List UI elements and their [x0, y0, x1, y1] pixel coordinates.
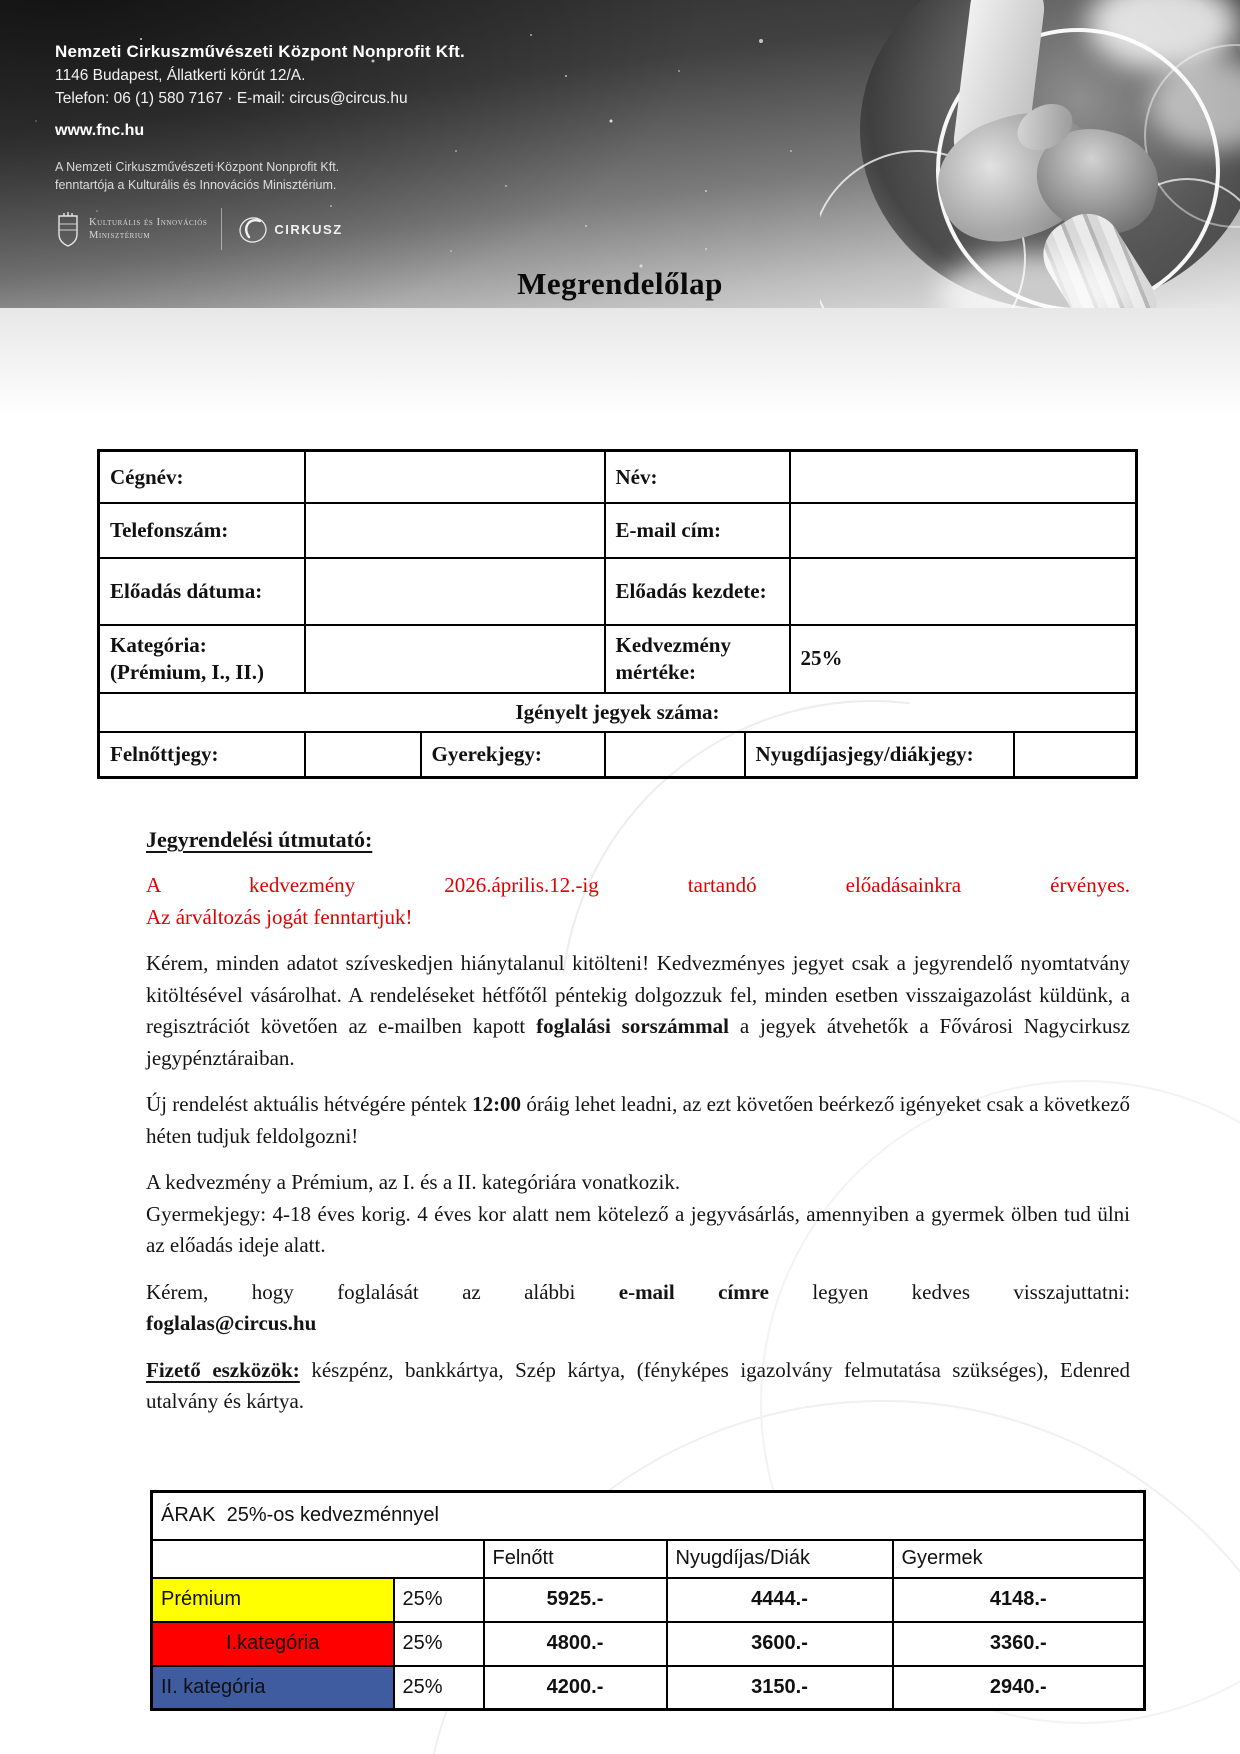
- form-row-category-discount: [99, 625, 1137, 693]
- col-header-gyermek: Gyermek: [893, 1540, 1145, 1578]
- telefonszam-label: Telefonszám:: [99, 503, 305, 558]
- gyerekjegy-label: Gyerekjegy:: [421, 732, 605, 778]
- price-table: [150, 1490, 1146, 1712]
- price-felnott: 4800.-: [484, 1622, 667, 1666]
- booking-number-emphasis: foglalási sorszámmal: [536, 1014, 729, 1038]
- category-and-child-paragraph: A kedvezmény a Prémium, az I. és a II. kategóriára vonatkozik. Gyermekjegy: 4-18 éves korig. 4 éves kor alatt nem kötelező a jegyvásárlás, amennyiben a gyermek ölben tud ülni az előadás ideje alatt.: [146, 1170, 1130, 1257]
- category-label-premium: Prémium: [152, 1578, 394, 1622]
- company-name: Nemzeti Cirkuszművészeti Központ Nonprofit Kft.: [55, 42, 465, 61]
- price-table-title: ÁRAK 25%-os kedvezménnyel: [152, 1491, 1145, 1540]
- price-nyugdijas-diak: 4444.-: [667, 1578, 893, 1622]
- price-row-premium: [152, 1578, 1145, 1622]
- fill-instructions-paragraph: Kérem, minden adatot szíveskedjen hiánytalanul kitölteni! Kedvezményes jegyet csak a jegyrendelő nyomtatvány kitöltésével vásárolhat. A rendeléseket hétfőtől péntekig dolgozzuk fel, minden esetben visszaigazolást küldünk, a regisztrációt követően az e-mailben kapott foglalási sorszámmal a jegyek átvehetők a Fővárosi Nagycirkusz jegypénztáraiban.: [146, 951, 1130, 1070]
- empty-header-cell: [152, 1540, 484, 1578]
- email-input-cell[interactable]: [790, 503, 1137, 558]
- page-title: Megrendelőlap: [517, 266, 723, 301]
- igenyelt-jegyek-header: Igényelt jegyek száma:: [99, 693, 1137, 732]
- partner-logos: [55, 208, 465, 250]
- kategoria-label: Kategória: (Prémium, I., II.): [99, 625, 305, 693]
- payment-methods-label: Fizető eszközök:: [146, 1357, 300, 1382]
- eloadas-kezdete-input-cell[interactable]: [790, 558, 1137, 625]
- cegnev-input-cell[interactable]: [305, 451, 605, 503]
- price-table-title-row: [152, 1491, 1145, 1540]
- logo-divider: [221, 208, 222, 250]
- felnottjegy-input-cell[interactable]: [305, 732, 421, 778]
- maintainer-line-2: fenntartója a Kulturális és Innovációs Minisztérium.: [55, 178, 337, 193]
- cegnev-label: Cégnév:: [99, 451, 305, 503]
- maintainer-line-1: A Nemzeti Cirkuszművészeti Központ Nonprofit Kft.: [55, 160, 340, 174]
- booking-email-link[interactable]: foglalas@circus.hu: [146, 1311, 317, 1335]
- category-label-kategoria-1: I.kategória: [152, 1622, 394, 1666]
- price-nyugdijas-diak: 3150.-: [667, 1666, 893, 1710]
- eloadas-datuma-label: Előadás dátuma:: [99, 558, 305, 625]
- price-row-kategoria-1: [152, 1622, 1145, 1666]
- reply-email-paragraph: [146, 1277, 1130, 1340]
- col-header-felnott: Felnőtt: [484, 1540, 667, 1578]
- company-phone-email: Telefon: 06 (1) 580 7167 · E-mail: circus@circus.hu: [55, 90, 408, 107]
- reply-email-line: Kérem, hogy foglalását az alábbi e-mail címre legyen kedves visszajuttatni:: [146, 1279, 1131, 1304]
- payment-methods-paragraph: Fizető eszközök: készpénz, bankkártya, Szép kártya, (fényképes igazolvány felmutatása szükséges), Edenred utalvány és kártya.: [146, 1357, 1130, 1413]
- col-header-nyugdijas-diak: Nyugdíjas/Diák: [667, 1540, 893, 1578]
- price-gyermek: 3360.-: [893, 1622, 1145, 1666]
- ministry-crest-icon: [55, 210, 81, 248]
- ministry-logo-text: Kulturális és Innovációs Minisztérium: [89, 216, 208, 242]
- order-form-table: [97, 449, 1138, 779]
- nev-input-cell[interactable]: [790, 451, 1137, 503]
- deadline-paragraph: Új rendelést aktuális hétvégére péntek 12:00 óráig lehet leadni, az ezt követően beérkező igényeket csak a következő héten tudjuk feldolgozni!: [146, 1092, 1131, 1148]
- category-label-kategoria-2: II. kategória: [152, 1666, 394, 1710]
- page-header: [0, 0, 1240, 308]
- price-gyermek: 4148.-: [893, 1578, 1145, 1622]
- price-row-kategoria-2: [152, 1666, 1145, 1710]
- form-row-company-name: [99, 451, 1137, 503]
- price-felnott: 4200.-: [484, 1666, 667, 1710]
- nyugdijasjegy-input-cell[interactable]: [1014, 732, 1137, 778]
- header-fade: [0, 307, 1240, 417]
- email-label: E-mail cím:: [605, 503, 790, 558]
- form-row-ticket-counts: [99, 732, 1137, 778]
- discount-cell: 25%: [394, 1666, 484, 1710]
- email-emphasis: e-mail címre: [618, 1279, 769, 1304]
- header-text-block: [55, 42, 465, 250]
- circus-logo-text: CIRKUSZ: [274, 221, 343, 237]
- ministry-logo: [55, 210, 207, 248]
- gyerekjegy-input-cell[interactable]: [605, 732, 745, 778]
- kategoria-input-cell[interactable]: [305, 625, 605, 693]
- nyugdijasjegy-label: Nyugdíjasjegy/diákjegy:: [745, 732, 1014, 778]
- maintainer-note: [55, 158, 465, 194]
- price-felnott: 5925.-: [484, 1578, 667, 1622]
- hands-photo: [820, 0, 1240, 308]
- deadline-time-emphasis: 12:00: [472, 1092, 522, 1116]
- felnottjegy-label: Felnőttjegy:: [99, 732, 305, 778]
- price-table-header-row: [152, 1540, 1145, 1578]
- discount-validity-notice: [146, 870, 1130, 933]
- form-row-tickets-header: [99, 693, 1137, 732]
- form-row-show-date: [99, 558, 1137, 625]
- nev-label: Név:: [605, 451, 790, 503]
- circus-logo: [236, 212, 342, 246]
- form-row-phone-email: [99, 503, 1137, 558]
- eloadas-kezdete-label: Előadás kezdete:: [605, 558, 790, 625]
- discount-cell: 25%: [394, 1622, 484, 1666]
- discount-cell: 25%: [394, 1578, 484, 1622]
- telefonszam-input-cell[interactable]: [305, 503, 605, 558]
- price-gyermek: 2940.-: [893, 1666, 1145, 1710]
- company-address: 1146 Budapest, Állatkerti körút 12/A.: [55, 67, 306, 84]
- guide-heading: Jegyrendelési útmutató:: [146, 827, 373, 852]
- website-link[interactable]: www.fnc.hu: [55, 122, 145, 139]
- kedvezmeny-value: 25%: [790, 625, 1137, 693]
- eloadas-datuma-input-cell[interactable]: [305, 558, 605, 625]
- notice-line-2: Az árváltozás jogát fenntartjuk!: [146, 904, 413, 929]
- notice-line-1: A kedvezmény 2026.április.12.-ig tartandó előadásainkra érvényes.: [146, 873, 1130, 897]
- price-nyugdijas-diak: 3600.-: [667, 1622, 893, 1666]
- starfield-decoration: [0, 0, 2, 2]
- ordering-guide-section: [146, 823, 1130, 1418]
- kedvezmeny-label: Kedvezmény mértéke:: [605, 625, 790, 693]
- circus-logo-icon: [236, 212, 270, 246]
